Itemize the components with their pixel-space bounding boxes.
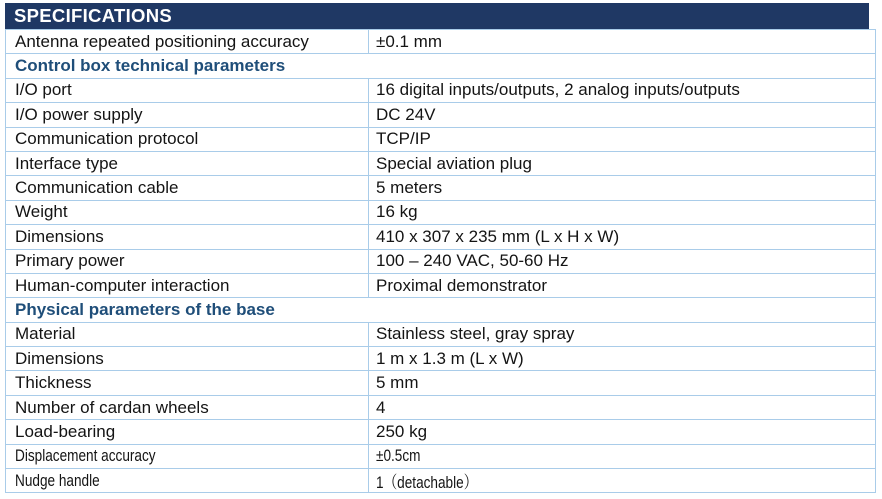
spec-value: Special aviation plug xyxy=(376,153,532,173)
spec-value: 16 digital inputs/outputs, 2 analog inputs/outputs xyxy=(376,80,740,100)
spec-value: 5 mm xyxy=(376,373,419,393)
table-row xyxy=(6,346,875,370)
table-row xyxy=(6,224,875,248)
section-title: Physical parameters of the base xyxy=(15,299,275,319)
spec-value: 100 – 240 VAC, 50-60 Hz xyxy=(376,251,569,271)
spec-value: 5 meters xyxy=(376,178,443,198)
spec-value: 16 kg xyxy=(376,202,418,222)
table-row xyxy=(6,444,875,468)
spec-value: Proximal demonstrator xyxy=(376,275,548,295)
spec-label: Thickness xyxy=(6,371,369,394)
table-row xyxy=(6,200,875,224)
table-header xyxy=(5,3,869,29)
spec-value: DC 24V xyxy=(376,104,436,124)
table-title: SPECIFICATIONS xyxy=(14,5,173,26)
specifications-table xyxy=(5,3,876,493)
spec-label: I/O power supply xyxy=(6,103,369,126)
spec-value: ±0.1 mm xyxy=(376,31,443,51)
spec-label: Material xyxy=(6,323,369,346)
spec-value: 410 x 307 x 235 mm (L x H x W) xyxy=(376,226,620,246)
spec-label: Dimensions xyxy=(6,225,369,248)
spec-label: Antenna repeated positioning accuracy xyxy=(6,30,369,53)
spec-label: Displacement accuracy xyxy=(6,445,369,468)
table-row xyxy=(6,322,875,346)
section-header-row xyxy=(6,297,875,321)
spec-value: 250 kg xyxy=(376,421,428,441)
spec-value: 4 xyxy=(376,397,386,417)
table-row xyxy=(6,151,875,175)
table-row xyxy=(6,127,875,151)
spec-label: Communication protocol xyxy=(6,128,369,151)
table-row xyxy=(6,249,875,273)
table-body xyxy=(5,29,876,493)
spec-value: Stainless steel, gray spray xyxy=(376,324,575,344)
spec-label: Interface type xyxy=(6,152,369,175)
spec-label: Weight xyxy=(6,201,369,224)
table-row xyxy=(6,29,875,53)
spec-label: Number of cardan wheels xyxy=(6,396,369,419)
spec-label: Nudge handle xyxy=(6,469,369,492)
spec-label: Primary power xyxy=(6,250,369,273)
table-row xyxy=(6,175,875,199)
table-row xyxy=(6,273,875,297)
spec-label: Dimensions xyxy=(6,347,369,370)
table-row xyxy=(6,468,875,492)
table-row xyxy=(6,419,875,443)
spec-label: I/O port xyxy=(6,79,369,102)
spec-value: 1 m x 1.3 m (L x W) xyxy=(376,348,524,368)
table-row xyxy=(6,78,875,102)
spec-label: Load-bearing xyxy=(6,420,369,443)
section-header-row xyxy=(6,53,875,77)
table-row xyxy=(6,395,875,419)
table-row xyxy=(6,370,875,394)
section-title: Control box technical parameters xyxy=(15,56,286,76)
table-row xyxy=(6,102,875,126)
spec-value: ±0.5cm xyxy=(376,446,421,466)
spec-label: Communication cable xyxy=(6,176,369,199)
spec-label: Human-computer interaction xyxy=(6,274,369,297)
spec-value: TCP/IP xyxy=(376,129,431,149)
spec-value: 1（detachable） xyxy=(376,473,478,493)
